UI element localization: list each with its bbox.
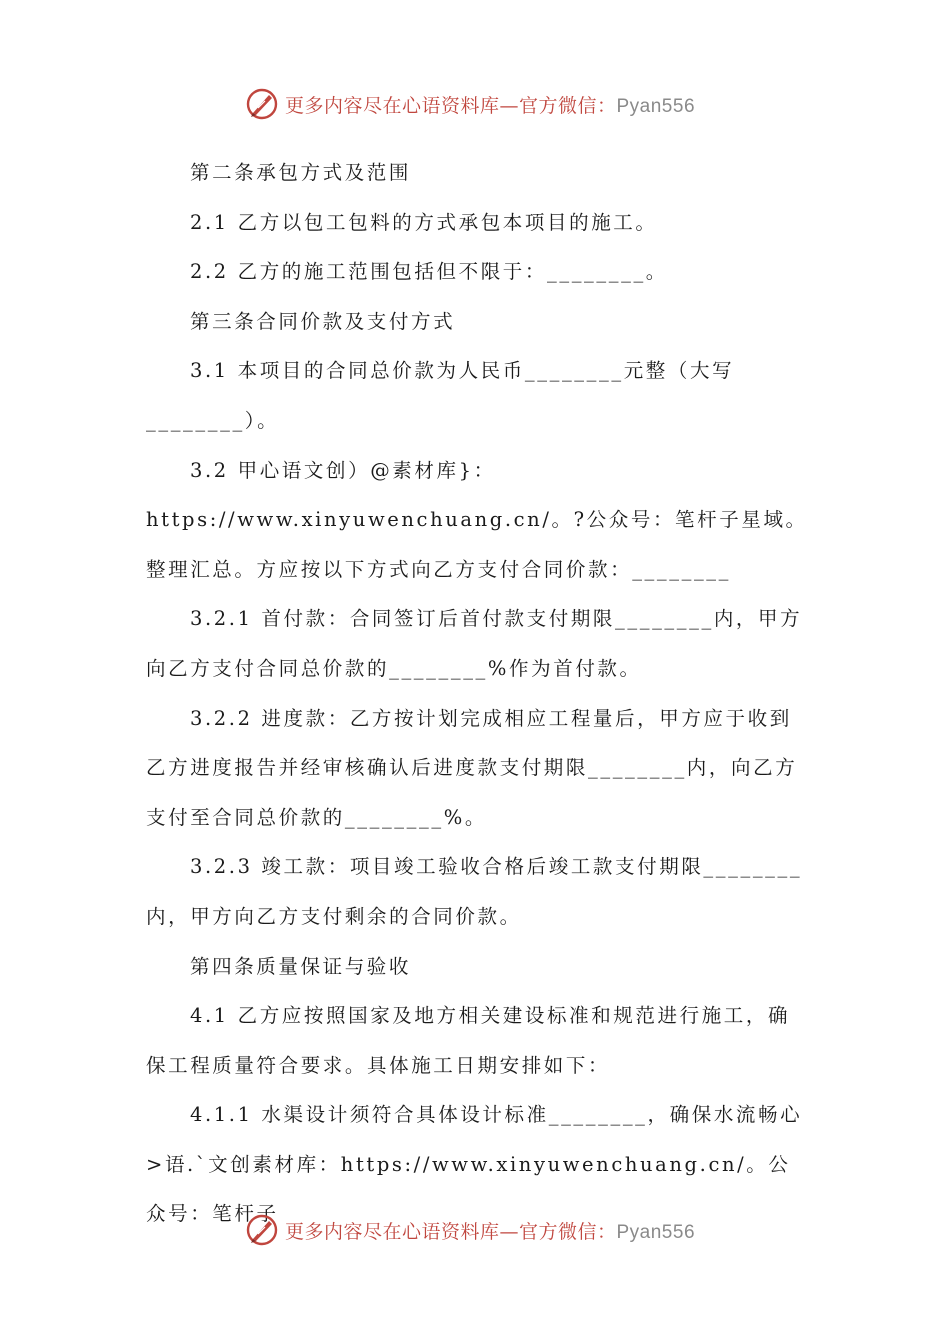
clause-3-2-3: 3.2.3 竣工款：项目竣工验收合格后竣工款支付期限________内，甲方向乙方支付剩余的合同价款。 xyxy=(146,855,803,928)
clause-3-1: 3.1 本项目的合同总价款为人民币________元整（大写________）。 xyxy=(146,359,735,432)
watermark-cn: 更多内容尽在心语资料库—官方微信： xyxy=(284,1220,617,1243)
article-heading-4: 第四条质量保证与验收 xyxy=(190,954,412,978)
clause-3-2-1: 3.2.1 首付款：合同签订后首付款支付期限________内，甲方向乙方支付合同总价款的________%作为首付款。 xyxy=(146,607,803,680)
watermark-cn: 更多内容尽在心语资料库—官方微信： xyxy=(284,94,617,117)
clause-4-1: 4.1 乙方应按照国家及地方相关建设标准和规范进行施工，确保工程质量符合要求。具体施工日期安排如下： xyxy=(146,1004,791,1077)
watermark-wechat-id: Pyan556 xyxy=(616,95,696,117)
clause-3-2-2: 3.2.2 进度款：乙方按计划完成相应工程量后，甲方应于收到乙方进度报告并经审核确认后进度款支付期限________内，向乙方支付至合同总价款的________%。 xyxy=(146,706,798,829)
quill-logo-icon xyxy=(245,1213,279,1247)
quill-logo-icon xyxy=(245,87,279,121)
header-watermark-banner xyxy=(0,84,950,124)
watermark-text xyxy=(285,1217,695,1244)
clause-2-2: 2.2 乙方的施工范围包括但不限于：________。 xyxy=(190,260,668,284)
footer-watermark-banner xyxy=(0,1210,950,1250)
watermark-text xyxy=(285,91,695,118)
clause-4-1-1: 4.1.1 水渠设计须符合具体设计标准________，确保水流畅心>语.`文创素材库：https://www.xinyuwenchuang.cn/。公众号：笔杆子 xyxy=(146,1103,803,1226)
document-body xyxy=(146,148,808,1239)
article-heading-2: 第二条承包方式及范围 xyxy=(190,161,412,184)
watermark-wechat-id: Pyan556 xyxy=(616,1221,696,1243)
article-heading-3: 第三条合同价款及支付方式 xyxy=(190,309,456,333)
clause-2-1: 2.1 乙方以包工包料的方式承包本项目的施工。 xyxy=(190,210,658,234)
clause-3-2: 3.2 甲心语文创）@素材库}：https://www.xinyuwenchuang.cn/。?公众号：笔杆子星域。整理汇总。方应按以下方式向乙方支付合同价款：________ xyxy=(146,458,808,581)
